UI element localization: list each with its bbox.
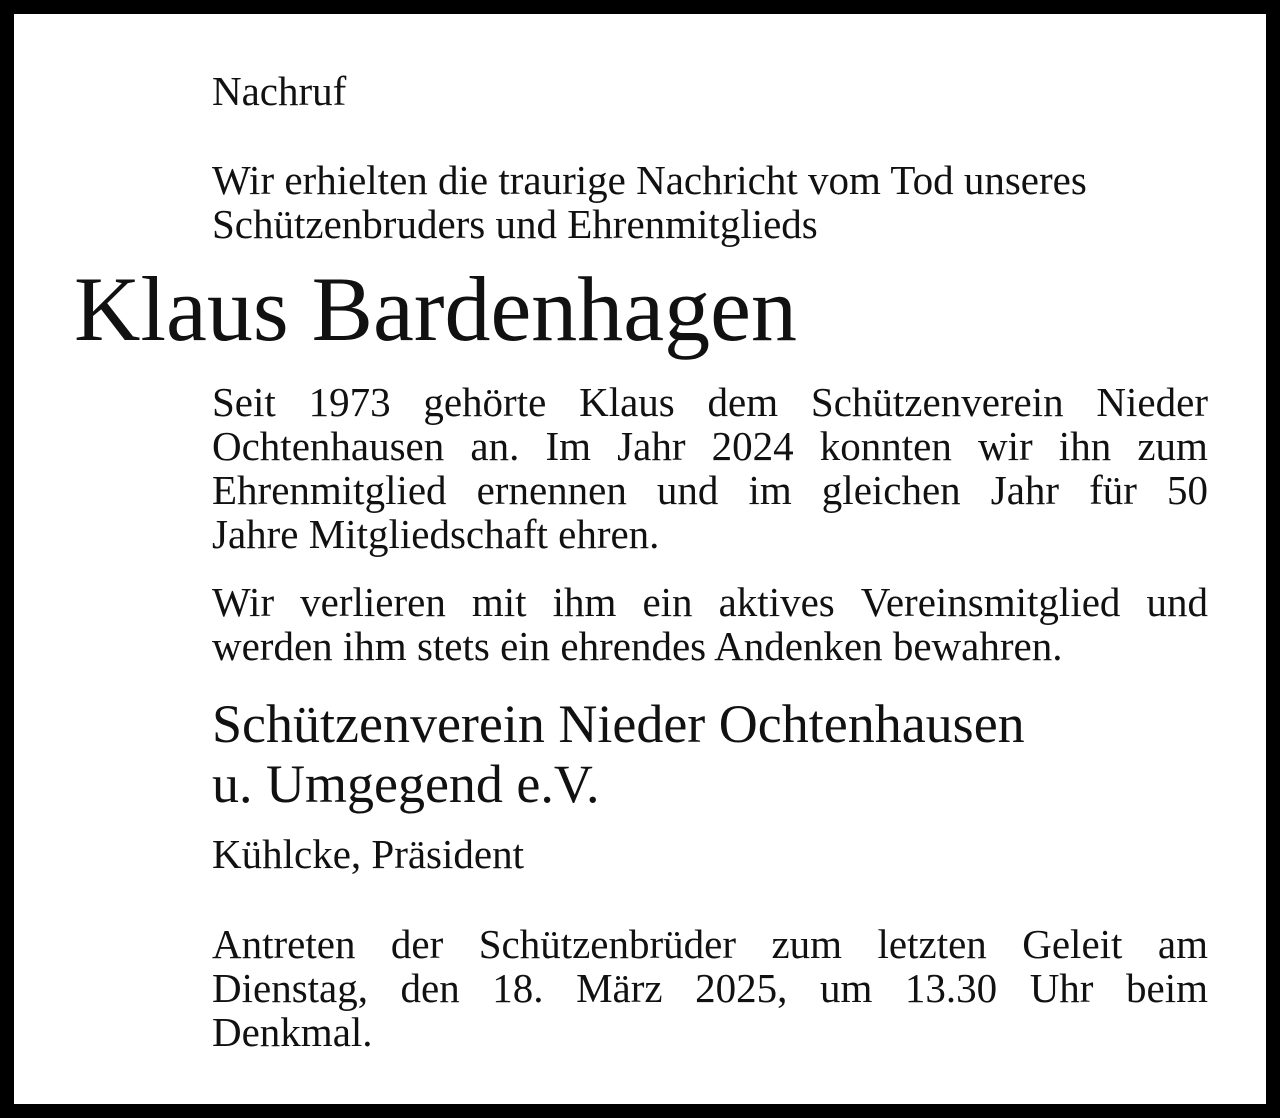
paragraph-line: Denkmal. [212,1009,373,1055]
word: Ehrenmitglied [212,467,447,513]
signature: Kühlcke, Präsident [212,831,524,877]
notice-heading: Nachruf [212,68,347,114]
word: 18. [492,965,544,1011]
word: am [1157,921,1208,967]
word: 2025, [695,965,788,1011]
justified-line [212,380,1208,424]
intro-line: Schützenbruders und Ehrenmitglieds [212,201,818,247]
word: gleichen [821,467,961,513]
deceased-name: Klaus Bardenhagen [74,258,797,360]
word: Schützenverein [810,379,1064,425]
word: Jahr [617,423,686,469]
word: Klaus [579,379,675,425]
word: mit [471,579,527,625]
word: 50 [1166,467,1208,513]
justified-line [212,424,1208,468]
funeral-paragraph [212,922,1208,1054]
word: 2024 [711,423,794,469]
word: konnten [819,423,952,469]
word: dem [707,379,779,425]
word: zum [771,921,843,967]
justified-line [212,468,1208,512]
justified-line [212,966,1208,1010]
intro-paragraph [212,158,1208,246]
paragraph-line: werden ihm stets ein ehrendes Andenken bewahren. [212,623,1063,669]
word: und [656,467,719,513]
word: Geleit [1022,921,1123,967]
obituary-notice [14,14,1266,1104]
word: Antreten [212,921,356,967]
word: aktives [718,579,835,625]
word: beim [1126,965,1208,1011]
word: Dienstag, [212,965,368,1011]
word: ein [642,579,693,625]
word: Wir [212,579,275,625]
word: ihm [552,579,617,625]
word: Seit [212,379,276,425]
word: März [576,965,663,1011]
membership-paragraph [212,380,1208,556]
word: ernennen [476,467,627,513]
word: Nieder [1096,379,1208,425]
intro-line: Wir erhielten die traurige Nachricht vom Tod unseres [212,157,1087,203]
word: für [1089,467,1137,513]
word: wir [978,423,1033,469]
word: 13.30 [904,965,998,1011]
justified-line [212,580,1208,624]
word: Uhr [1029,965,1094,1011]
word: verlieren [300,579,446,625]
word: und [1146,579,1208,625]
organization-line: Schützenverein Nieder Ochtenhausen [212,694,1025,754]
word: zum [1137,423,1208,469]
word: Im [545,423,592,469]
word: den [400,965,460,1011]
word: Vereinsmitglied [860,579,1121,625]
word: um [819,965,873,1011]
word: im [748,467,792,513]
word: Schützenbrüder [478,921,737,967]
organization-line: u. Umgegend e.V. [212,754,600,814]
justified-line [212,922,1208,966]
organization-name [212,694,1025,814]
word: Jahr [990,467,1060,513]
word: ihn [1058,423,1112,469]
word: 1973 [308,379,391,425]
word: an. [470,423,520,469]
word: Ochtenhausen [212,423,445,469]
word: gehörte [423,379,547,425]
word: der [390,921,444,967]
word: letzten [877,921,987,967]
paragraph-line: Jahre Mitgliedschaft ehren. [212,511,660,557]
tribute-paragraph [212,580,1208,668]
